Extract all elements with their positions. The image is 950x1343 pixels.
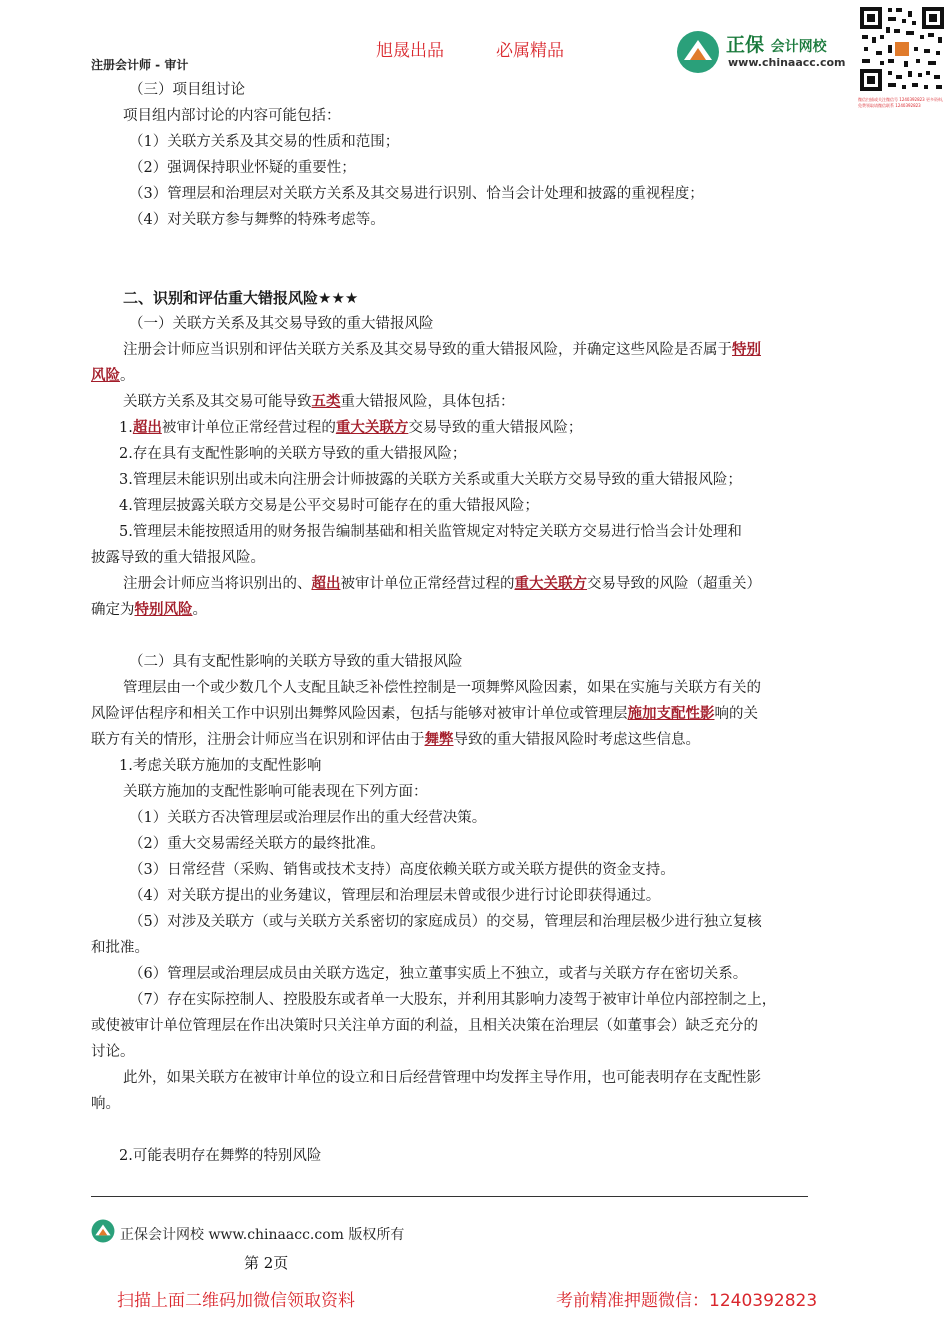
emphasis: 五类 (311, 393, 341, 410)
section-heading: 二、识别和评估重大错报风险★★★ (123, 289, 359, 307)
subsection-title: （二）具有支配性影响的关联方导致的重大错报风险 (129, 654, 463, 670)
emphasis: 超出 (311, 575, 341, 592)
paragraph: 注册会计师应当识别和评估关联方关系及其交易导致的重大错报风险，并确定这些风险是否属于特别 (123, 341, 761, 358)
list-item: （6）管理层或治理层成员由关联方选定，独立董事实质上不独立，或者与关联方存在密切关系。 (129, 966, 748, 982)
logo-url: www.chinaacc.com (728, 56, 846, 69)
qr-code-icon (858, 5, 946, 93)
emphasis: 特别风险 (134, 601, 193, 618)
list-item: （1）关联方关系及其交易的性质和范围； (129, 134, 400, 150)
list-item: （5）对涉及关联方（或与关联方关系密切的家庭成员）的交易，管理层和治理层极少进行独立复核 (129, 914, 762, 930)
paragraph: 管理层由一个或少数几个人支配且缺乏补偿性控制是一项舞弊风险因素，如果在实施与关联方有关的 (123, 680, 761, 696)
list-item: （7）存在实际控制人、控股股东或者单一大股东，并利用其影响力凌驾于被审计单位内部控制之上， (129, 992, 777, 1008)
paragraph: 风险评估程序和相关工作中识别出舞弊风险因素，包括与能够对被审计单位或管理层施加支配性影响的关 (91, 705, 758, 722)
paragraph: 项目组内部讨论的内容可能包括： (123, 108, 341, 124)
slogan-right: 必属精品 (496, 41, 564, 61)
paragraph: 响。 (91, 1096, 120, 1112)
paragraph: 关联方关系及其交易可能导致五类重大错报风险，具体包括： (123, 393, 515, 410)
list-item: （2）强调保持职业怀疑的重要性； (129, 160, 356, 176)
paragraph: 此外，如果关联方在被审计单位的设立和日后经营管理中均发挥主导作用，也可能表明存在支配性影 (123, 1070, 761, 1086)
list-item: 和批准。 (91, 940, 149, 956)
footer-logo-icon (91, 1219, 115, 1243)
slogan-left: 旭晟出品 (376, 41, 444, 61)
risk-item: 3.管理层未能识别出或未向注册会计师披露的关联方关系或重大关联方交易导致的重大错报风险； (119, 472, 742, 488)
subsection-title: （一）关联方关系及其交易导致的重大错报风险 (129, 316, 434, 332)
qr-code[interactable] (858, 5, 946, 123)
list-item: （3）管理层和治理层对关联方关系及其交易进行识别、恰当会计处理和披露的重视程度； (129, 186, 704, 202)
emphasis: 舞弊 (424, 731, 454, 748)
paragraph: 关联方施加的支配性影响可能表现在下列方面： (123, 784, 428, 800)
risk-item: 2.存在具有支配性影响的关联方导致的重大错报风险； (119, 446, 467, 462)
course-title: 注册会计师 - 审计 (91, 58, 189, 72)
qr-caption: 微信扫描或关注微信号 1240392823 更多资料，免费领取请微信联系 1240392823 (858, 97, 946, 108)
promo-left: 扫描上面二维码加微信领取资料 (117, 1291, 355, 1311)
risk-item: 5.管理层未能按照适用的财务报告编制基础和相关监管规定对特定关联方交易进行恰当会计处理和 (119, 524, 742, 540)
risk-item: 1.超出被审计单位正常经营过程的重大关联方交易导致的重大错报风险； (119, 419, 583, 436)
brand-logo[interactable] (676, 28, 856, 76)
paragraph: 注册会计师应当将识别出的、超出被审计单位正常经营过程的重大关联方交易导致的风险（超重关） (123, 575, 761, 592)
list-item: （3）日常经营（采购、销售或技术支持）高度依赖关联方或关联方提供的资金支持。 (129, 862, 675, 878)
list-item: （1）关联方否决管理层或治理层作出的重大经营决策。 (129, 810, 487, 826)
footer-copyright: 正保会计网校 www.chinaacc.com 版权所有 (120, 1227, 405, 1243)
numbered-heading: 2.可能表明存在舞弊的特别风险 (119, 1148, 322, 1164)
emphasis: 施加支配性影 (627, 705, 715, 722)
paragraph: 联方有关的情形，注册会计师应当在识别和评估由于舞弊导致的重大错报风险时考虑这些信息。 (91, 731, 700, 748)
emphasis: 超出 (132, 419, 162, 436)
emphasis: 重大关联方 (335, 419, 409, 436)
risk-item: 披露导致的重大错报风险。 (91, 550, 265, 566)
emphasis: 重大关联方 (514, 575, 587, 592)
paragraph: 风险。 (91, 367, 135, 384)
page-number: 第 2页 (244, 1254, 289, 1272)
logo-emblem-icon (676, 30, 720, 74)
numbered-heading: 1.考虑关联方施加的支配性影响 (119, 758, 322, 774)
footer-divider (91, 1196, 808, 1197)
list-item: 或使被审计单位管理层在作出决策时只关注单方面的利益，且相关决策在治理层（如董事会）缺乏充分的 (91, 1018, 758, 1034)
list-item: （4）对关联方提出的业务建议，管理层和治理层未曾或很少进行讨论即获得通过。 (129, 888, 661, 904)
risk-item: 4.管理层披露关联方交易是公平交易时可能存在的重大错报风险； (119, 498, 539, 514)
section-3-title: （三）项目组讨论 (129, 82, 245, 98)
paragraph: 确定为特别风险。 (91, 601, 207, 618)
emphasis: 特别 (732, 341, 761, 358)
promo-right: 考前精准押题微信：1240392823 (556, 1291, 818, 1311)
logo-brand-text: 正保 会计网校 (726, 34, 827, 56)
list-item: 讨论。 (91, 1044, 135, 1060)
list-item: （4）对关联方参与舞弊的特殊考虑等。 (129, 212, 385, 228)
emphasis: 风险 (91, 367, 120, 384)
list-item: （2）重大交易需经关联方的最终批准。 (129, 836, 385, 852)
